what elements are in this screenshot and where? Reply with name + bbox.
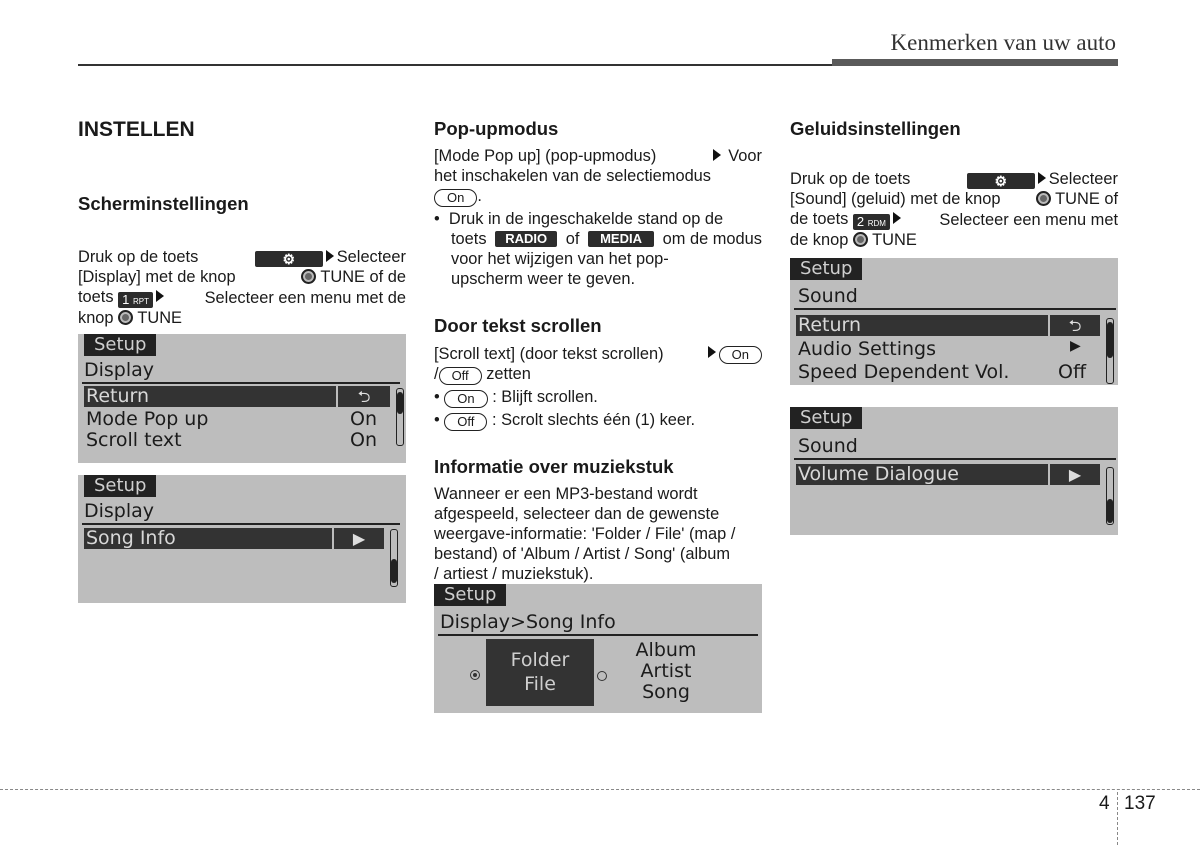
- screen-subtitle: Sound: [798, 285, 858, 307]
- footer-divider: [1117, 792, 1118, 845]
- menu-item-return[interactable]: Return: [84, 386, 336, 407]
- setup-screen-display-2: [78, 475, 406, 603]
- section-heading: INSTELLEN: [78, 118, 195, 141]
- menu-item-scroll-text[interactable]: Scroll text: [86, 429, 182, 451]
- off-pill: Off: [439, 367, 482, 385]
- heading-song-info: Informatie over muziekstuk: [434, 456, 674, 477]
- rdm-key: 2 RDM: [853, 214, 890, 230]
- heading-scroll-text: Door tekst scrollen: [434, 315, 602, 336]
- header-bar: [832, 59, 1118, 66]
- arrow-right-icon: [713, 149, 721, 161]
- tune-knob-icon: [301, 269, 316, 284]
- return-icon: ⮌: [338, 386, 390, 407]
- radio-key: RADIO: [495, 231, 557, 247]
- return-icon: ⮌: [1050, 315, 1100, 336]
- value-on: On: [350, 408, 377, 430]
- radio-selected-icon[interactable]: [470, 670, 480, 680]
- radio-unselected-icon[interactable]: [597, 671, 607, 681]
- running-header: Kenmerken van uw auto: [890, 30, 1116, 55]
- menu-item-mode-pop-up[interactable]: Mode Pop up: [86, 408, 209, 430]
- menu-item-song-info[interactable]: Song Info: [84, 528, 332, 549]
- arrow-right-icon: [893, 212, 901, 224]
- rpt-key: 1 RPT: [118, 292, 153, 308]
- setup-screen-sound-1: [790, 258, 1118, 385]
- screen-subtitle: Display>Song Info: [440, 611, 616, 633]
- arrow-right-icon: ▶: [334, 528, 384, 549]
- screen-tab: Setup: [434, 584, 506, 606]
- screen-subtitle: Display: [84, 500, 155, 522]
- page-number: 137: [1124, 793, 1156, 814]
- arrow-right-icon: ▶: [1070, 338, 1081, 354]
- on-pill: On: [434, 189, 477, 207]
- menu-item-speed-dependent-vol[interactable]: Speed Dependent Vol.: [798, 361, 1010, 383]
- screen-tab: Setup: [84, 334, 156, 356]
- tune-knob-icon: [1036, 191, 1051, 206]
- off-pill: Off: [444, 413, 487, 431]
- option-album-artist-song[interactable]: Album Artist Song: [635, 639, 697, 703]
- info-paragraph: Wanneer er een MP3-bestand wordt afgespeeld, selecteer dan de gewenste weergave-informatie: 'Folder / File' (map / bestand) of 'Album / Artist / Song' (album / artiest / muziekstuk).: [434, 485, 736, 583]
- screen-instructions: Druk op de toets ⚙ Selecteer [Display] met de knop TUNE of de toets 1 RPT Selecteer een menu met de knop TUNE: [78, 248, 406, 327]
- heading-sound-settings: Geluidsinstellingen: [790, 118, 961, 139]
- menu-item-audio-settings[interactable]: Audio Settings: [798, 338, 936, 360]
- on-pill: On: [719, 346, 762, 364]
- arrow-right-icon: [156, 290, 164, 302]
- screen-subtitle: Sound: [798, 435, 858, 457]
- chapter-number: 4: [1099, 793, 1110, 814]
- bullet-popup: • Druk in de ingeschakelde stand op de toets RADIO of MEDIA om de modus voor het wijzigen van het pop- upscherm weer te geven.: [434, 210, 762, 288]
- heading-popup-mode: Pop-upmodus: [434, 118, 559, 139]
- menu-item-volume-dialogue[interactable]: Volume Dialogue: [796, 464, 1048, 485]
- option-folder-file[interactable]: Folder File: [486, 639, 594, 706]
- on-pill: On: [444, 390, 487, 408]
- sound-instructions: Druk op de toets ⚙ Selecteer [Sound] (geluid) met de knop TUNE of de toets 2 RDM Selecteer een menu met de knop TUNE: [790, 170, 1118, 249]
- screen-tab: Setup: [790, 407, 862, 429]
- screen-subtitle: Display: [84, 359, 155, 381]
- screen-tab: Setup: [790, 258, 862, 280]
- popup-paragraph: [Mode Pop up] (pop-upmodus) Voor het inschakelen van de selectiemodus On .: [434, 147, 762, 205]
- subheading-screen: Scherminstellingen: [78, 193, 249, 214]
- arrow-right-icon: [708, 346, 716, 358]
- screen-tab: Setup: [84, 475, 156, 497]
- setup-screen-song-info: [434, 584, 762, 713]
- arrow-right-icon: [1038, 172, 1046, 184]
- value-on: On: [350, 429, 377, 451]
- setup-key: ⚙: [967, 173, 1035, 189]
- value-off: Off: [1058, 361, 1087, 383]
- arrow-right-icon: [326, 250, 334, 262]
- media-key: MEDIA: [588, 231, 654, 247]
- footer-rule: [0, 789, 1200, 790]
- arrow-right-icon: ▶: [1050, 464, 1100, 485]
- setup-screen-sound-2: [790, 407, 1118, 535]
- tune-knob-icon: [853, 232, 868, 247]
- tune-knob-icon: [118, 310, 133, 325]
- setup-screen-display-1: [78, 334, 406, 463]
- scroll-paragraph: [Scroll text] (door tekst scrollen) On / Off zetten • On : Blijft scrollen. • Off : Scrolt slechts één (1) keer.: [434, 343, 762, 431]
- menu-item-return[interactable]: Return: [796, 315, 1048, 336]
- setup-key: ⚙: [255, 251, 323, 267]
